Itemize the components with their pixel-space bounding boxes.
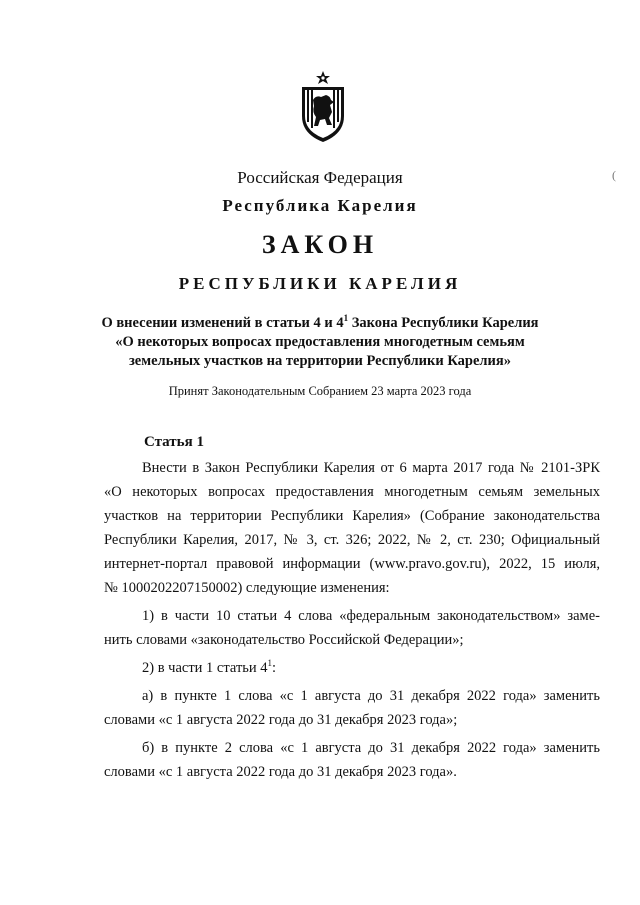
body-line: участков на территории Республики Карелия» (Собрание законодательства bbox=[104, 508, 600, 524]
law-title-line-3: земельных участков на территории Республики Карелия» bbox=[128, 353, 512, 369]
karelia-coat-of-arms-icon bbox=[296, 70, 350, 144]
list-item-2: 2) в части 1 статьи $4^1$: bbox=[142, 658, 277, 676]
body-line: словами «с 1 августа 2022 года до 31 декабря 2023 года»; bbox=[104, 712, 458, 728]
body-line: словами «с 1 августа 2022 года до 31 декабря 2023 года». bbox=[104, 764, 457, 780]
adoption-note: Принят Законодательным Собранием 23 марта 2023 года bbox=[168, 384, 472, 398]
body-line: Внести в Закон Республики Карелия от 6 марта 2017 года № 2101-ЗРК bbox=[142, 460, 600, 476]
article-heading: Статья 1 bbox=[144, 434, 204, 450]
document-type-title: ЗАКОН bbox=[261, 230, 379, 259]
body-line: Республики Карелия, 2017, № 3, ст. 326; 2022, № 2, ст. 230; Официальный bbox=[104, 532, 600, 548]
republic-label: Республика Карелия bbox=[222, 196, 418, 215]
list-item-1: 1) в части 10 статьи 4 слова «федеральным законодательством» заме- bbox=[142, 608, 600, 624]
document-issuer: РЕСПУБЛИКИ КАРЕЛИЯ bbox=[178, 274, 462, 293]
law-title bbox=[0, 314, 640, 371]
federation-label: Российская Федерация bbox=[237, 168, 403, 187]
sub-item-a: а) в пункте 1 слова «с 1 августа до 31 декабря 2022 года» заменить bbox=[142, 688, 600, 704]
law-title-line-1: О внесении изменений в статьи 4 и $4^1$ Закона Республики Карелия bbox=[101, 313, 539, 331]
scan-edge-mark: ( bbox=[612, 168, 616, 182]
body-line: № 1000202207150002) следующие изменения: bbox=[104, 580, 390, 596]
body-line: интернет-портал правовой информации (www.pravo.gov.ru), 2022, 15 июля, bbox=[104, 556, 600, 572]
law-title-line-2: «О некоторых вопросах предоставления многодетным семьям bbox=[115, 334, 525, 350]
body-line: нить словами «законодательство Российской Федерации»; bbox=[104, 632, 464, 648]
sub-item-b: б) в пункте 2 слова «с 1 августа до 31 декабря 2022 года» заменить bbox=[142, 740, 600, 756]
body-line: «О некоторых вопросах предоставления многодетным семьям земельных bbox=[104, 484, 600, 500]
